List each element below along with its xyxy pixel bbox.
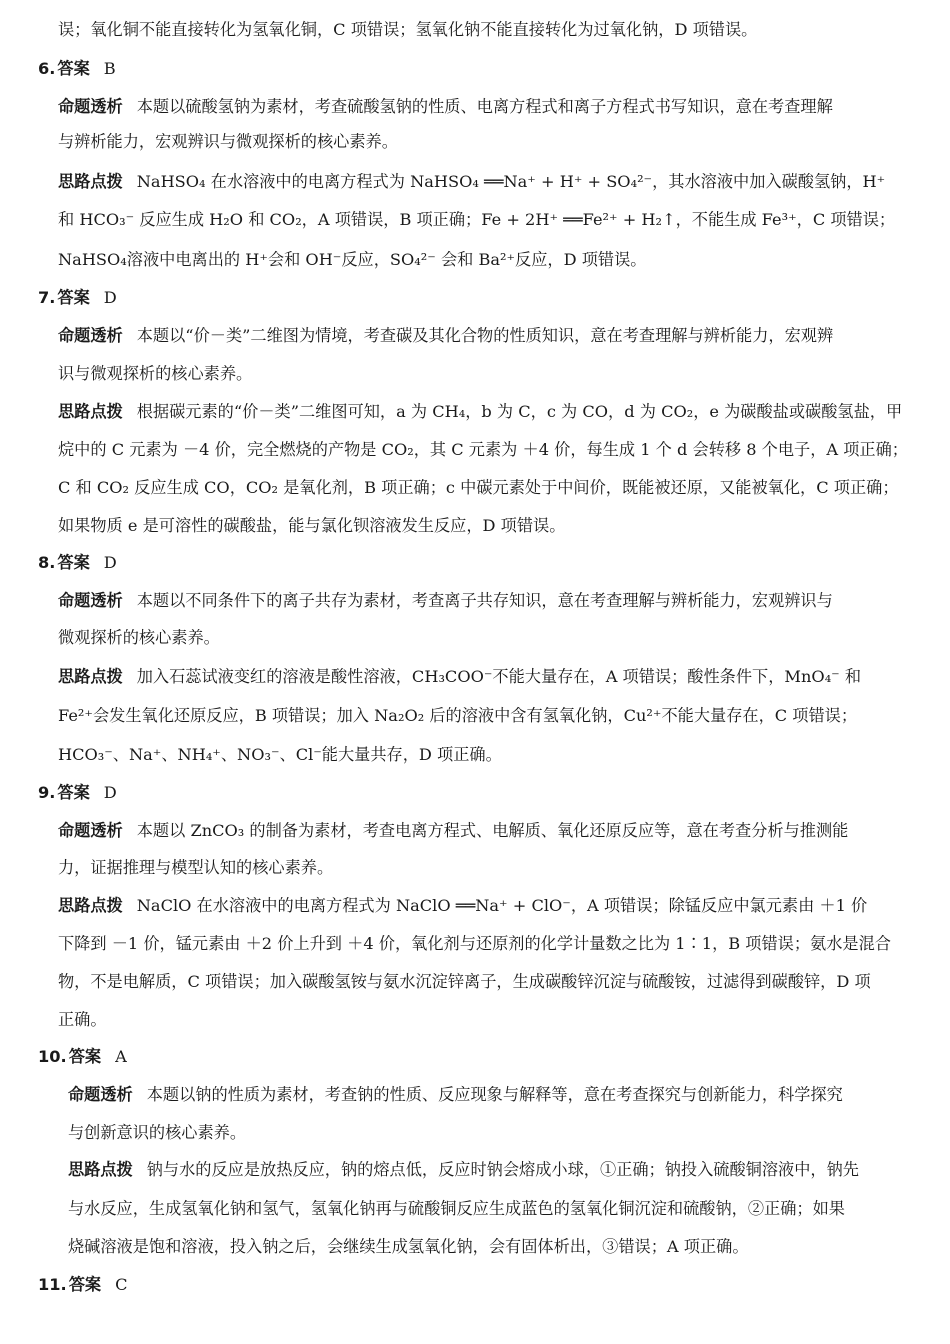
answer-label: 答案: [57, 553, 90, 572]
analysis-label: 命题透析: [58, 97, 123, 116]
analysis-label: 命题透析: [58, 326, 123, 345]
answer-value: B: [103, 59, 116, 78]
tips-text: 根据碳元素的“价－类”二维图可知，a 为 CH₄，b 为 C，c 为 CO，d 为 CO₂，e 为碳酸盐或碳酸氢盐，甲: [136, 402, 903, 421]
analysis-text: 本题以 ZnCO₃ 的制备为素材，考查电离方程式、电解质、氧化还原反应等，意在考查分析与推测能: [136, 821, 849, 840]
analysis-line: 力，证据推理与模型认知的核心素养。: [58, 858, 334, 877]
question-number: 8.: [38, 553, 56, 572]
analysis-text: 本题以“价－类”二维图为情境，考查碳及其化合物的性质知识，意在考查理解与辨析能力，宏观辨: [136, 326, 834, 345]
analysis-label: 命题透析: [58, 591, 123, 610]
tips-line: [58, 895, 908, 917]
question-10-header: [38, 1046, 127, 1068]
tips-line: 物，不是电解质，C 项错误；加入碳酸氢铵与氨水沉淀锌离子，生成碳酸锌沉淀与硫酸铵，过滤得到碳酸锌，D 项: [58, 972, 871, 991]
tips-line: [68, 1159, 908, 1181]
tips-text: 钠与水的反应是放热反应，钠的熔点低，反应时钠会熔成小球，①正确；钠投入硫酸铜溶液中，钠先: [146, 1160, 859, 1179]
tips-line: 烷中的 C 元素为 －4 价，完全燃烧的产物是 CO₂，其 C 元素为 ＋4 价，每生成 1 个 d 会转移 8 个电子，A 项正确；: [58, 440, 908, 459]
analysis-line: [58, 325, 911, 347]
tips-line: 下降到 －1 价，锰元素由 ＋2 价上升到 ＋4 价，氧化剂与还原剂的化学计量数之比为 1∶1，B 项错误；氨水是混合: [58, 934, 891, 953]
tips-line: [58, 171, 908, 193]
answer-value: A: [115, 1047, 127, 1066]
analysis-text: 本题以钠的性质为素材，考查钠的性质、反应现象与解释等，意在考查探究与创新能力，科学探究: [146, 1085, 843, 1104]
tips-text: NaClO 在水溶液中的电离方程式为 NaClO ══Na⁺ + ClO⁻，A 项错误；除锰反应中氯元素由 ＋1 价: [136, 896, 868, 915]
analysis-line: [58, 820, 911, 842]
tips-label: 思路点拨: [58, 172, 123, 191]
question-9-header: [38, 782, 117, 804]
tips-line: HCO₃⁻、Na⁺、NH₄⁺、NO₃⁻、Cl⁻能大量共存，D 项正确。: [58, 745, 502, 764]
tips-line: 和 HCO₃⁻ 反应生成 H₂O 和 CO₂，A 项错误，B 项正确；Fe + 2H⁺ ══Fe²⁺ + H₂↑，不能生成 Fe³⁺，C 项错误；: [58, 210, 896, 229]
answer-label: 答案: [68, 1047, 102, 1066]
analysis-text: 本题以硫酸氢钠为素材，考查硫酸氢钠的性质、电离方程式和离子方程式书写知识，意在考查理解: [136, 97, 833, 116]
answer-value: D: [103, 783, 117, 802]
question-6-header: [38, 58, 116, 80]
question-11-header: [38, 1274, 127, 1296]
tips-line: [58, 666, 908, 688]
analysis-line: [68, 1084, 911, 1106]
tips-text: NaHSO₄ 在水溶液中的电离方程式为 NaHSO₄ ══Na⁺ + H⁺ + SO₄²⁻，其水溶液中加入碳酸氢钠，H⁺: [136, 172, 886, 191]
question-number: 11.: [38, 1275, 67, 1294]
tips-text: 加入石蕊试液变红的溶液是酸性溶液，CH₃COO⁻不能大量存在，A 项错误；酸性条件下，MnO₄⁻ 和: [136, 667, 862, 686]
tips-label: 思路点拨: [58, 402, 123, 421]
analysis-line: 微观探析的核心素养。: [58, 628, 220, 647]
analysis-text: 本题以不同条件下的离子共存为素材，考查离子共存知识，意在考查理解与辨析能力，宏观辨识与: [136, 591, 833, 610]
tips-line: Fe²⁺会发生氧化还原反应，B 项错误；加入 Na₂O₂ 后的溶液中含有氢氧化钠，Cu²⁺不能大量存在，C 项错误；: [58, 706, 858, 725]
tips-line: C 和 CO₂ 反应生成 CO，CO₂ 是氧化剂，B 项正确；c 中碳元素处于中间价，既能被还原，又能被氧化，C 项正确；: [58, 478, 899, 497]
tips-line: 与水反应，生成氢氧化钠和氢气，氢氧化钠再与硫酸铜反应生成蓝色的氢氧化铜沉淀和硫酸钠，②正确；如果: [68, 1199, 845, 1218]
tips-line: NaHSO₄溶液中电离出的 H⁺会和 OH⁻反应，SO₄²⁻ 会和 Ba²⁺反应，D 项错误。: [58, 250, 647, 269]
answer-label: 答案: [57, 59, 90, 78]
tips-label: 思路点拨: [58, 667, 123, 686]
analysis-label: 命题透析: [58, 821, 123, 840]
question-number: 10.: [38, 1047, 67, 1066]
question-number: 9.: [38, 783, 56, 802]
answer-value: D: [103, 288, 117, 307]
tips-line: [58, 401, 908, 423]
answer-label: 答案: [57, 288, 90, 307]
question-number: 6.: [38, 59, 56, 78]
answer-value: D: [103, 553, 117, 572]
question-8-header: [38, 552, 117, 574]
answer-label: 答案: [68, 1275, 102, 1294]
analysis-line: [58, 590, 911, 612]
answer-label: 答案: [57, 783, 90, 802]
tips-line: 正确。: [58, 1010, 107, 1029]
analysis-line: 与辨析能力，宏观辨识与微观探析的核心素养。: [58, 132, 398, 151]
tips-label: 思路点拨: [58, 896, 123, 915]
question-number: 7.: [38, 288, 56, 307]
analysis-line: 识与微观探析的核心素养。: [58, 364, 253, 383]
tips-line: 如果物质 e 是可溶性的碳酸盐，能与氯化钡溶液发生反应，D 项错误。: [58, 516, 566, 535]
analysis-line: [58, 96, 911, 118]
question-7-header: [38, 287, 117, 309]
tips-line: 烧碱溶液是饱和溶液，投入钠之后，会继续生成氢氧化钠，会有固体析出，③错误；A 项正确。: [68, 1237, 749, 1256]
tips-label: 思路点拨: [68, 1160, 133, 1179]
analysis-line: 与创新意识的核心素养。: [68, 1123, 247, 1142]
analysis-label: 命题透析: [68, 1085, 133, 1104]
intro-line: 误；氧化铜不能直接转化为氢氧化铜，C 项错误；氢氧化钠不能直接转化为过氧化钠，D 项错误。: [58, 20, 758, 39]
answer-value: C: [115, 1275, 128, 1294]
